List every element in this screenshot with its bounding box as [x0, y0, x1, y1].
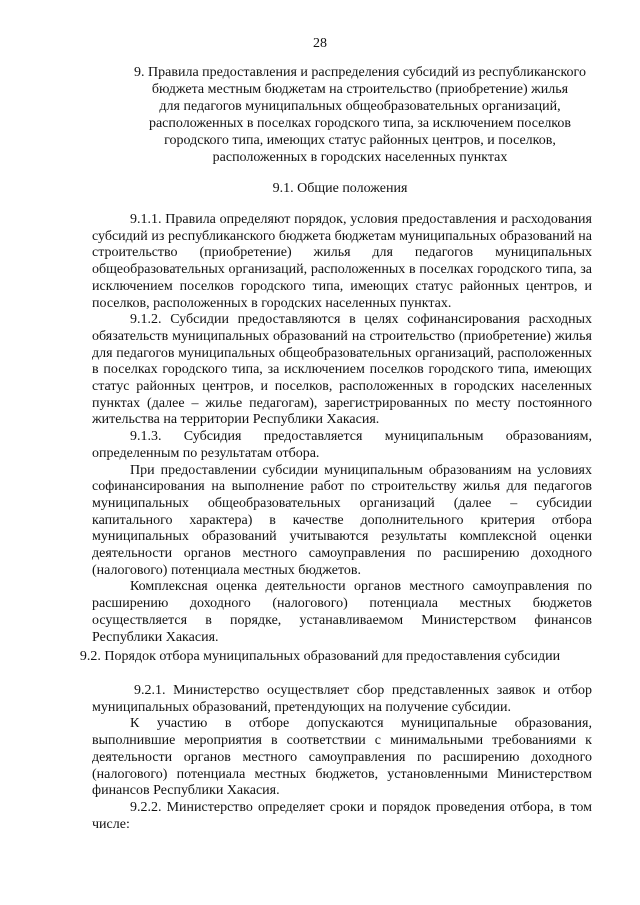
title-line: расположенных в поселках городского типа, за исключением поселков — [148, 116, 572, 131]
title-line: расположенных в городских населенных пунктах — [212, 150, 508, 165]
section-9-2-body — [92, 683, 592, 833]
paragraph-9-1-1: 9.1.1. Правила определяют порядок, условия предоставления и расходования субсидий из республиканского бюджета бюджетам муниципальных образований на строительство (приобретение) жилья для педагогов муниципальных общеобразовательных организаций, расположенных в поселках городского типа, за исключением поселков городского типа, имеющих статус районных центров, и поселков, расположенных в городских населенных пунктах. — [92, 212, 592, 311]
paragraph-9-1-2: 9.1.2. Субсидии предоставляются в целях софинансирования расходных обязательств муниципальных образований на строительство (приобретение) жилья для педагогов муниципальных общеобразовательных организаций, расположенных в поселках городского типа, за исключением поселков городского типа, имеющих статус районных центров, и поселков, расположенных в городских населенных пунктах (далее – жилье педагогам), зарегистрированных по месту постоянного жительства на территории Республики Хакасия. — [92, 312, 592, 428]
paragraph-9-2-1: 9.2.1. Министерство осуществляет сбор представленных заявок и отбор муниципальных образований, претендующих на получение субсидии. — [92, 683, 592, 715]
section-9-1-body — [92, 212, 592, 646]
title-line: для педагогов муниципальных общеобразовательных организаций, — [159, 99, 561, 114]
title-line: 9. Правила предоставления и распределения субсидий из республиканского — [134, 65, 586, 80]
paragraph-9-1-3: 9.1.3. Субсидия предоставляется муниципальным образованиям, определенным по результатам отбора. — [92, 429, 592, 461]
paragraph-selection-admission: К участию в отборе допускаются муниципальные образования, выполнившие мероприятия в соответствии с минимальными требованиями к деятельности органов местного самоуправления по расширению доходного (налогового) потенциала местных бюджетов, установленными Министерством финансов Республики Хакасия. — [92, 716, 592, 799]
paragraph-complex-assessment: Комплексная оценка деятельности органов местного самоуправления по расширению доходного (налогового) потенциала местных бюджетов осуществляется в порядке, устанавливаемом Министерством финансов Республики Хакасия. — [92, 579, 592, 645]
page-number: 28 — [313, 36, 327, 51]
section-heading-9-1: 9.1. Общие положения — [272, 181, 408, 196]
paragraph-9-2-2: 9.2.2. Министерство определяет сроки и порядок проведения отбора, в том числе: — [92, 799, 592, 832]
document-title — [80, 64, 640, 166]
section-heading-9-2: 9.2. Порядок отбора муниципальных образований для предоставления субсидии — [79, 649, 561, 664]
title-line: городского типа, имеющих статус районных центров, и поселков, — [164, 133, 556, 148]
title-line: бюджета местным бюджетам на строительство (приобретение) жилья — [151, 82, 569, 97]
paragraph-subsidy-criteria: При предоставлении субсидии муниципальным образованиям на условиях софинансирования на выполнение работ по строительству жилья для педагогов муниципальных общеобразовательных организаций (далее – субсидии капитального характера) в качестве дополнительного критерия отбора муниципальных образований учитываются результаты комплексной оценки деятельности органов местного самоуправления по расширению доходного (налогового) потенциала местных бюджетов. — [92, 462, 592, 578]
